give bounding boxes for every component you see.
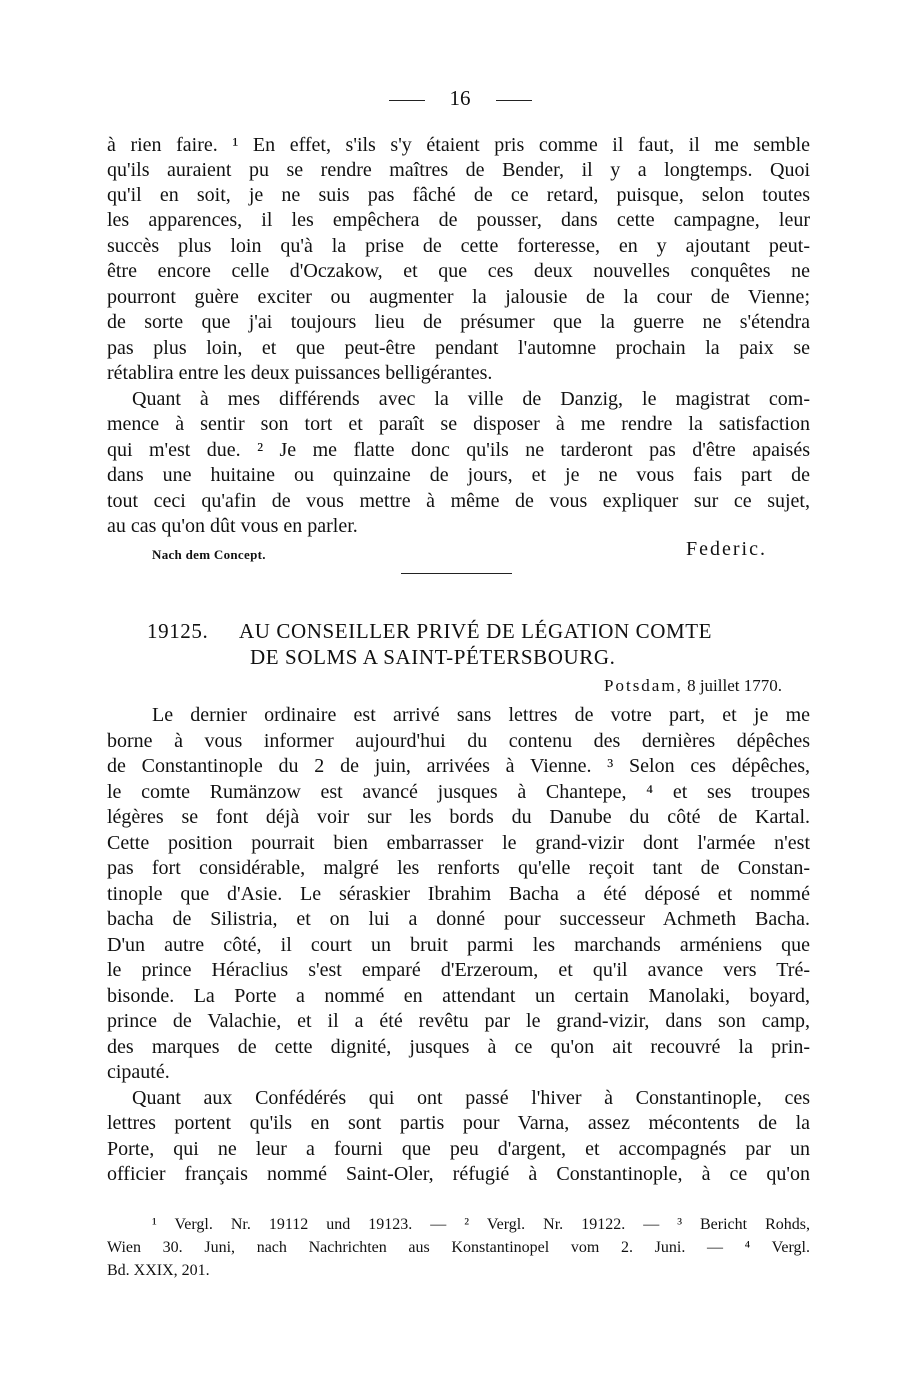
text-line: mence à sentir son tort et paraît se disposer à me rendre la satisfaction	[107, 413, 810, 435]
text-line: des marques de cette dignité, jusques à ce qu'on ait recouvré la prin-	[107, 1036, 810, 1058]
text-line: D'un autre côté, il court un bruit parmi les marchands arméniens que	[107, 934, 810, 956]
signature: Federic.	[686, 538, 767, 560]
text-line: prince de Valachie, et il a été revêtu par le grand-vizir, dans son camp,	[107, 1010, 810, 1032]
text-line: pas fort considérable, malgré les renforts qu'elle reçoit tant de Constan-	[107, 857, 810, 879]
section-divider	[401, 573, 512, 574]
text-line: le prince Héraclius s'est emparé d'Erzeroum, et qu'il avance vers Tré-	[107, 959, 810, 981]
text-line: légères se font déjà voir sur les bords du Danube du côté de Kartal.	[107, 806, 810, 828]
text-line: lettres portent qu'ils en sont partis pour Varna, assez mécontents de la	[107, 1112, 810, 1134]
text-line: pourront guère exciter ou augmenter la jalousie de la cour de Vienne;	[107, 286, 810, 308]
text-line: qui m'est due. ² Je me flatte donc qu'ils ne tarderont pas d'être apaisés	[107, 439, 810, 461]
text-line: qu'il en soit, je ne suis pas fâché de ce retard, puisque, selon toutes	[107, 184, 810, 206]
text-line: au cas qu'on dût vous en parler.	[107, 515, 358, 537]
text-line: succès plus loin qu'à la prise de cette forteresse, en y ajoutant peut-	[107, 235, 810, 257]
text-line: dans une huitaine ou quinzaine de jours, et je ne vous fais part de	[107, 464, 810, 486]
text-line: tout ceci qu'afin de vous mettre à même de vous expliquer sur ce sujet,	[107, 490, 810, 512]
source-note: Nach dem Concept.	[152, 547, 266, 562]
text-line: Cette position pourrait bien embarrasser le grand-vizir dont l'armée n'est	[107, 832, 810, 854]
text-line: bisonde. La Porte a nommé en attendant un certain Manolaki, boyard,	[107, 985, 810, 1007]
text-line: Le dernier ordinaire est arrivé sans lettres de votre part, et je me	[152, 704, 810, 726]
text-line: les apparences, il les empêchera de pousser, dans cette campagne, leur	[107, 209, 810, 231]
dateline	[604, 674, 782, 698]
page-number: 16	[449, 86, 471, 110]
header-rule-left	[389, 100, 425, 101]
footnote-line: ¹ Vergl. Nr. 19112 und 19123. — ² Vergl. Nr. 19122. — ³ Bericht Rohds,	[152, 1216, 810, 1233]
letter-heading-line-2: DE SOLMS A SAINT-PÉTERSBOURG.	[250, 645, 616, 669]
text-line: qu'ils auraient pu se rendre maîtres de Bender, il y a longtemps. Quoi	[107, 159, 810, 181]
footnote-line: Bd. XXIX, 201.	[107, 1262, 210, 1279]
text-line: officier français nommé Saint-Oler, réfugié à Constantinople, à ce qu'on	[107, 1163, 810, 1185]
letter-heading-line-1: AU CONSEILLER PRIVÉ DE LÉGATION COMTE	[239, 619, 713, 643]
text-line: cipauté.	[107, 1061, 170, 1083]
text-line: de sorte que j'ai toujours lieu de présumer que la guerre ne s'étendra	[107, 311, 810, 333]
text-line: Quant aux Confédérés qui ont passé l'hiver à Constantinople, ces	[132, 1087, 810, 1109]
text-line: Quant à mes différends avec la ville de Danzig, le magistrat com-	[132, 388, 810, 410]
text-line: de Constantinople du 2 de juin, arrivées à Vienne. ³ Selon ces dépêches,	[107, 755, 810, 777]
dateline-place: Potsdam,	[604, 676, 683, 695]
letter-number: 19125.	[147, 619, 209, 643]
text-line: borne à vous informer aujourd'hui du contenu des dernières dépêches	[107, 730, 810, 752]
text-line: être encore celle d'Oczakow, et que ces deux nouvelles conquêtes ne	[107, 260, 810, 282]
text-line: bacha de Silistria, et on lui a donné pour successeur Achmeth Bacha.	[107, 908, 810, 930]
text-line: pas plus loin, et que peut-être pendant l'automne prochain la paix se	[107, 337, 810, 359]
text-line: tinople que d'Asie. Le séraskier Ibrahim Bacha a été déposé et nommé	[107, 883, 810, 905]
text-line: Porte, qui ne leur a fourni que peu d'argent, et accompagnés par un	[107, 1138, 810, 1160]
text-line: le comte Rumänzow est avancé jusques à Chantepe, ⁴ et ses troupes	[107, 781, 810, 803]
footnote-line: Wien 30. Juni, nach Nachrichten aus Konstantinopel vom 2. Juni. — ⁴ Vergl.	[107, 1239, 810, 1256]
text-line: à rien faire. ¹ En effet, s'ils s'y étaient pris comme il faut, il me semble	[107, 134, 810, 156]
header-rule-right	[496, 100, 532, 101]
dateline-date: 8 juillet 1770.	[687, 676, 782, 695]
text-line: rétablira entre les deux puissances belligérantes.	[107, 362, 493, 384]
